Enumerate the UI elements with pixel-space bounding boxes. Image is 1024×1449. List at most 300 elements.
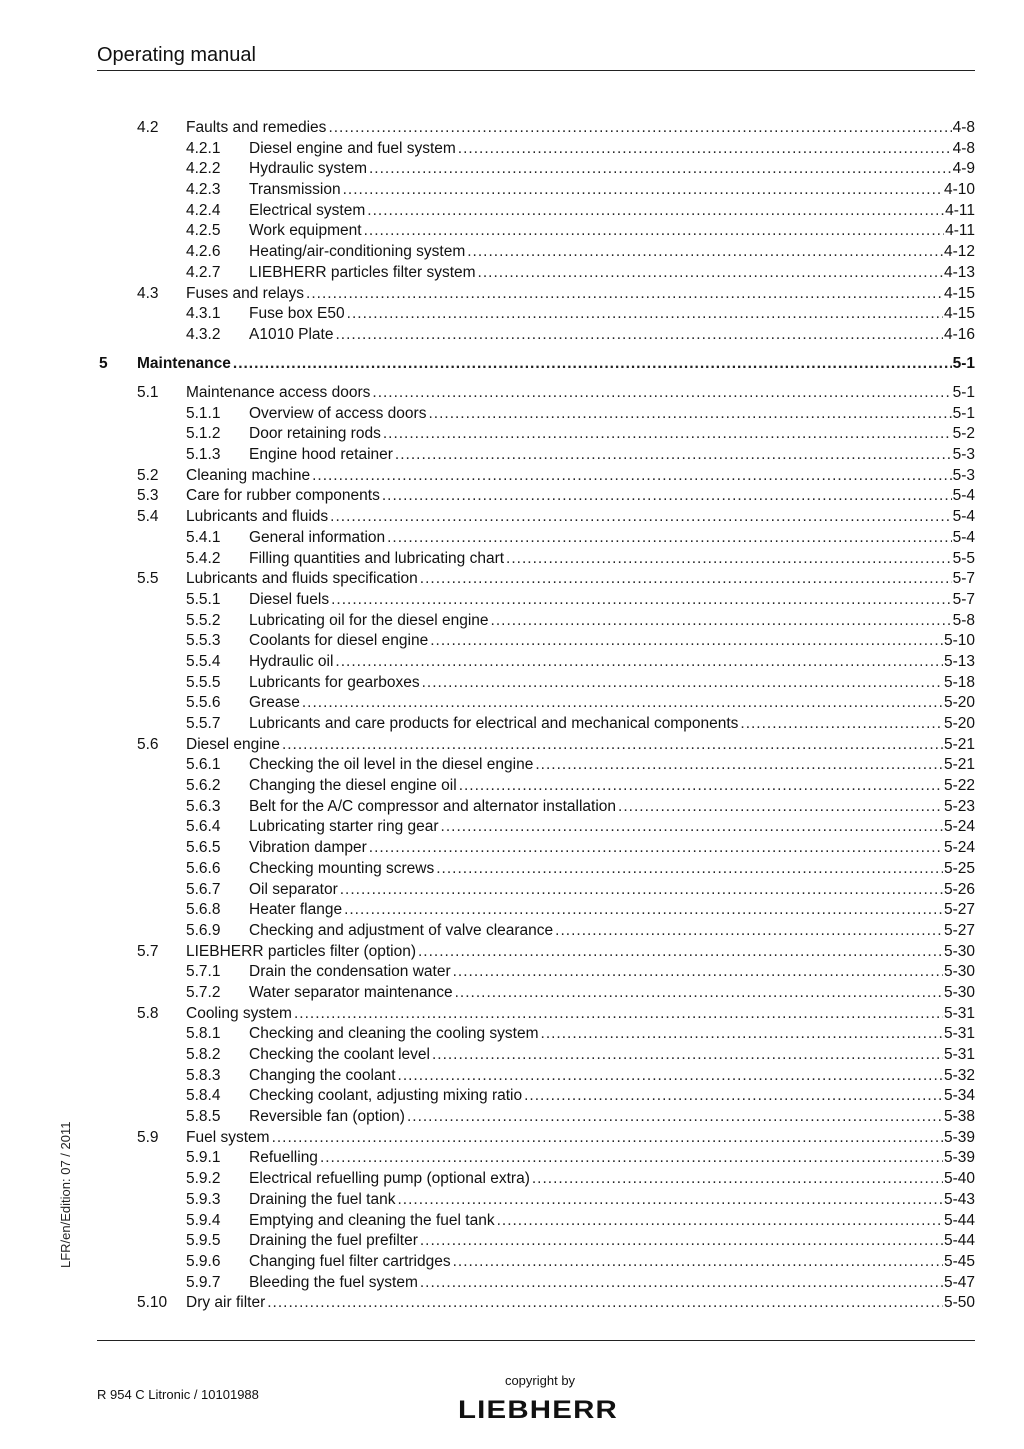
toc-entry-line bbox=[186, 284, 975, 305]
toc-dot-leader bbox=[331, 590, 951, 611]
toc-page-number: 5-31 bbox=[943, 1025, 975, 1043]
table-of-contents bbox=[97, 118, 975, 1314]
toc-page-number: 4-9 bbox=[952, 160, 975, 178]
toc-section-title: Cooling system bbox=[186, 1004, 292, 1022]
toc-entry-line bbox=[249, 1148, 975, 1169]
toc-entry-row[interactable] bbox=[97, 631, 975, 652]
toc-section-title: Heater flange bbox=[249, 901, 343, 919]
toc-dot-leader bbox=[497, 1211, 943, 1232]
toc-section-title: Dry air filter bbox=[186, 1294, 266, 1312]
toc-dot-leader bbox=[436, 859, 943, 880]
toc-entry-line bbox=[186, 942, 975, 963]
toc-section-number: 5.8.3 bbox=[186, 1066, 221, 1084]
toc-page-number: 5-45 bbox=[943, 1252, 975, 1270]
toc-dot-leader bbox=[418, 942, 943, 963]
toc-section-title: Bleeding the fuel system bbox=[249, 1273, 418, 1291]
toc-entry-row[interactable] bbox=[97, 424, 975, 445]
toc-dot-leader bbox=[267, 1293, 943, 1314]
toc-entry-row[interactable] bbox=[97, 139, 975, 160]
toc-section-number: 5.5.4 bbox=[186, 652, 221, 670]
toc-section-number: 4.3.1 bbox=[186, 305, 221, 323]
toc-entry-row[interactable] bbox=[97, 507, 975, 528]
toc-entry-row[interactable] bbox=[97, 942, 975, 963]
toc-section-number: 5.6.4 bbox=[186, 818, 221, 836]
toc-section-number: 5.8.5 bbox=[186, 1108, 221, 1126]
toc-section-number: 5.7 bbox=[137, 942, 159, 960]
toc-page-number: 5-8 bbox=[952, 611, 975, 629]
toc-entry-row[interactable] bbox=[97, 1066, 975, 1087]
toc-entry-line bbox=[249, 1211, 975, 1232]
toc-entry-line bbox=[249, 1107, 975, 1128]
toc-section-title: Draining the fuel tank bbox=[249, 1190, 396, 1208]
toc-entry-row[interactable] bbox=[97, 673, 975, 694]
toc-page-number: 5-22 bbox=[943, 777, 975, 795]
toc-dot-leader bbox=[302, 693, 943, 714]
toc-page-number: 4-11 bbox=[945, 222, 975, 240]
toc-dot-leader bbox=[343, 180, 943, 201]
toc-dot-leader bbox=[364, 221, 945, 242]
toc-section-number: 5.6.7 bbox=[186, 880, 221, 898]
toc-section-title: Checking the oil level in the diesel engine bbox=[249, 756, 534, 774]
toc-entry-row[interactable] bbox=[97, 962, 975, 983]
toc-entry-line bbox=[249, 159, 975, 180]
toc-section-title: Lubricants for gearboxes bbox=[249, 673, 420, 691]
toc-page-number: 5-31 bbox=[943, 1046, 975, 1064]
toc-entry-row[interactable] bbox=[97, 263, 975, 284]
toc-page-number: 5-24 bbox=[943, 818, 975, 836]
toc-section-number: 5.5.5 bbox=[186, 673, 221, 691]
toc-page-number: 5-24 bbox=[943, 839, 975, 857]
toc-section-title: LIEBHERR particles filter (option) bbox=[186, 942, 416, 960]
toc-section-number: 5.7.2 bbox=[186, 983, 221, 1001]
toc-entry-line bbox=[249, 528, 975, 549]
toc-entry-line bbox=[249, 983, 975, 1004]
toc-section-title: Care for rubber components bbox=[186, 487, 380, 505]
toc-entry-line bbox=[249, 1252, 975, 1273]
toc-section-title: Fuse box E50 bbox=[249, 305, 345, 323]
toc-page-number: 5-31 bbox=[943, 1004, 975, 1022]
toc-entry-line bbox=[249, 1045, 975, 1066]
toc-dot-leader bbox=[441, 817, 943, 838]
toc-section-number: 5.5 bbox=[137, 570, 159, 588]
toc-section-number: 5.6.1 bbox=[186, 756, 221, 774]
toc-dot-leader bbox=[618, 797, 943, 818]
toc-entry-line bbox=[249, 325, 975, 346]
toc-page-number: 5-23 bbox=[943, 797, 975, 815]
toc-section-number: 5.9 bbox=[137, 1128, 159, 1146]
toc-entry-row[interactable] bbox=[97, 1293, 975, 1314]
toc-entry-line bbox=[249, 921, 975, 942]
toc-dot-leader bbox=[387, 528, 951, 549]
toc-section-title: Checking the coolant level bbox=[249, 1046, 430, 1064]
toc-dot-leader bbox=[430, 631, 943, 652]
toc-entry-line bbox=[186, 118, 975, 139]
toc-dot-leader bbox=[432, 1045, 943, 1066]
toc-section-title: Lubricants and fluids specification bbox=[186, 570, 418, 588]
toc-section-number: 5.6 bbox=[137, 735, 159, 753]
toc-page-number: 5-34 bbox=[943, 1087, 975, 1105]
toc-dot-leader bbox=[395, 445, 952, 466]
toc-section-number: 5.8 bbox=[137, 1004, 159, 1022]
toc-section-title: Fuel system bbox=[186, 1128, 270, 1146]
toc-entry-line bbox=[249, 139, 975, 160]
toc-page-number: 4-15 bbox=[943, 284, 975, 302]
toc-entry-line bbox=[249, 1169, 975, 1190]
toc-entry-row[interactable] bbox=[97, 900, 975, 921]
toc-section-number: 5.9.6 bbox=[186, 1252, 221, 1270]
toc-section-title: Emptying and cleaning the fuel tank bbox=[249, 1211, 495, 1229]
toc-section-title: Hydraulic system bbox=[249, 160, 367, 178]
toc-page-number: 5-50 bbox=[943, 1294, 975, 1312]
document-id: R 954 C Litronic / 10101988 bbox=[97, 1387, 259, 1402]
toc-section-title: Work equipment bbox=[249, 222, 362, 240]
toc-entry-row[interactable] bbox=[97, 714, 975, 735]
toc-section-number: 5.6.6 bbox=[186, 859, 221, 877]
toc-entry-line bbox=[186, 569, 975, 590]
toc-chapter-row[interactable] bbox=[97, 354, 975, 375]
toc-section-title: Maintenance access doors bbox=[186, 384, 371, 402]
toc-section-title: Lubricants and care products for electrical and mechanical components bbox=[249, 715, 739, 733]
toc-entry-line bbox=[186, 735, 975, 756]
toc-dot-leader bbox=[294, 1004, 943, 1025]
toc-section-number: 4.2.7 bbox=[186, 263, 221, 281]
toc-page-number: 4-15 bbox=[943, 305, 975, 323]
toc-entry-line bbox=[186, 507, 975, 528]
toc-entry-row[interactable] bbox=[97, 466, 975, 487]
toc-entry-row[interactable] bbox=[97, 797, 975, 818]
toc-section-title: Drain the condensation water bbox=[249, 963, 451, 981]
toc-dot-leader bbox=[422, 673, 943, 694]
toc-dot-leader bbox=[369, 159, 952, 180]
toc-section-title: Heating/air-conditioning system bbox=[249, 243, 466, 261]
toc-dot-leader bbox=[320, 1148, 943, 1169]
toc-entry-line bbox=[249, 424, 975, 445]
toc-entry-line bbox=[249, 880, 975, 901]
toc-section-number: 5.6.8 bbox=[186, 901, 221, 919]
toc-section-number: 5.3 bbox=[137, 487, 159, 505]
toc-page-number: 5-30 bbox=[943, 983, 975, 1001]
toc-page-number: 5-3 bbox=[952, 446, 975, 464]
toc-dot-leader bbox=[372, 383, 951, 404]
toc-entry-row[interactable] bbox=[97, 983, 975, 1004]
toc-section-title: Changing the diesel engine oil bbox=[249, 777, 457, 795]
page-title: Operating manual bbox=[97, 44, 256, 66]
toc-section-number: 5.8.1 bbox=[186, 1025, 221, 1043]
toc-section-number: 5.9.1 bbox=[186, 1149, 221, 1167]
toc-section-title: Hydraulic oil bbox=[249, 652, 334, 670]
toc-entry-row[interactable] bbox=[97, 1231, 975, 1252]
toc-dot-leader bbox=[541, 1024, 943, 1045]
toc-entry-line bbox=[249, 242, 975, 263]
toc-section-number: 5.5.1 bbox=[186, 590, 221, 608]
toc-entry-line bbox=[249, 1086, 975, 1107]
toc-section-number: 5.1 bbox=[137, 384, 159, 402]
toc-entry-row[interactable] bbox=[97, 242, 975, 263]
toc-entry-row[interactable] bbox=[97, 549, 975, 570]
toc-page-number: 5-32 bbox=[943, 1066, 975, 1084]
toc-section-number: 5.7.1 bbox=[186, 963, 221, 981]
toc-section-title: Lubricating oil for the diesel engine bbox=[249, 611, 489, 629]
toc-section-title: Refuelling bbox=[249, 1149, 318, 1167]
toc-section-title: Checking mounting screws bbox=[249, 859, 435, 877]
toc-entry-row[interactable] bbox=[97, 180, 975, 201]
toc-entry-row[interactable] bbox=[97, 221, 975, 242]
toc-entry-line bbox=[137, 354, 975, 375]
toc-section-number: 5.9.2 bbox=[186, 1170, 221, 1188]
toc-entry-row[interactable] bbox=[97, 590, 975, 611]
toc-entry-line bbox=[249, 201, 975, 222]
toc-page-number: 5-1 bbox=[952, 384, 975, 402]
toc-entry-row[interactable] bbox=[97, 1273, 975, 1294]
toc-entry-line bbox=[249, 1190, 975, 1211]
toc-entry-line bbox=[249, 549, 975, 570]
toc-section-title: Water separator maintenance bbox=[249, 983, 453, 1001]
toc-entry-row[interactable] bbox=[97, 1211, 975, 1232]
toc-entry-row[interactable] bbox=[97, 486, 975, 507]
toc-page-number: 5-13 bbox=[943, 652, 975, 670]
toc-entry-row[interactable] bbox=[97, 201, 975, 222]
toc-section-title: Vibration damper bbox=[249, 839, 367, 857]
toc-entry-line bbox=[249, 797, 975, 818]
toc-section-number: 5.9.5 bbox=[186, 1232, 221, 1250]
toc-page-number: 5-21 bbox=[943, 756, 975, 774]
toc-section-title: Transmission bbox=[249, 181, 341, 199]
toc-section-number: 5.9.7 bbox=[186, 1273, 221, 1291]
toc-entry-row[interactable] bbox=[97, 1086, 975, 1107]
toc-entry-row[interactable] bbox=[97, 921, 975, 942]
toc-section-number: 5.9.3 bbox=[186, 1190, 221, 1208]
toc-page-number: 4-16 bbox=[943, 325, 975, 343]
toc-entry-line bbox=[249, 693, 975, 714]
toc-dot-leader bbox=[382, 486, 952, 507]
toc-entry-row[interactable] bbox=[97, 383, 975, 404]
toc-dot-leader bbox=[282, 735, 943, 756]
toc-page-number: 5-27 bbox=[943, 921, 975, 939]
toc-entry-line bbox=[186, 1293, 975, 1314]
toc-entry-row[interactable] bbox=[97, 693, 975, 714]
toc-entry-row[interactable] bbox=[97, 159, 975, 180]
toc-section-title: Cleaning machine bbox=[186, 466, 311, 484]
toc-dot-leader bbox=[420, 569, 952, 590]
toc-entry-line bbox=[249, 755, 975, 776]
toc-section-number: 4.2.2 bbox=[186, 160, 221, 178]
toc-page-number: 5-44 bbox=[943, 1232, 975, 1250]
toc-entry-row[interactable] bbox=[97, 1190, 975, 1211]
toc-entry-row[interactable] bbox=[97, 304, 975, 325]
toc-dot-leader bbox=[330, 507, 951, 528]
toc-entry-line bbox=[249, 673, 975, 694]
toc-entry-row[interactable] bbox=[97, 528, 975, 549]
toc-page-number: 4-8 bbox=[952, 139, 975, 157]
toc-page-number: 5-30 bbox=[943, 942, 975, 960]
toc-section-title: Electrical refuelling pump (optional extra) bbox=[249, 1170, 530, 1188]
toc-section-number: 5.6.3 bbox=[186, 797, 221, 815]
toc-page-number: 5-10 bbox=[943, 632, 975, 650]
toc-dot-leader bbox=[328, 118, 951, 139]
toc-entry-row[interactable] bbox=[97, 880, 975, 901]
toc-dot-leader bbox=[306, 284, 943, 305]
toc-section-title: Overview of access doors bbox=[249, 404, 427, 422]
toc-page-number: 5-38 bbox=[943, 1108, 975, 1126]
toc-section-number: 5 bbox=[99, 355, 108, 373]
toc-section-number: 5.1.3 bbox=[186, 446, 221, 464]
edition-note: LFR/en/Edition: 07 / 2011 bbox=[58, 1121, 73, 1268]
toc-entry-row[interactable] bbox=[97, 118, 975, 139]
toc-entry-row[interactable] bbox=[97, 1169, 975, 1190]
toc-section-title: Coolants for diesel engine bbox=[249, 632, 429, 650]
toc-entry-line bbox=[249, 900, 975, 921]
toc-dot-leader bbox=[398, 1066, 943, 1087]
toc-dot-leader bbox=[407, 1107, 943, 1128]
toc-dot-leader bbox=[369, 838, 943, 859]
toc-dot-leader bbox=[420, 1231, 943, 1252]
toc-page-number: 5-20 bbox=[943, 694, 975, 712]
toc-entry-row[interactable] bbox=[97, 652, 975, 673]
toc-entry-row[interactable] bbox=[97, 1045, 975, 1066]
toc-entry-row[interactable] bbox=[97, 1148, 975, 1169]
toc-section-title: Filling quantities and lubricating chart bbox=[249, 549, 505, 567]
toc-section-title: A1010 Plate bbox=[249, 325, 334, 343]
toc-section-number: 5.4.1 bbox=[186, 528, 221, 546]
toc-dot-leader bbox=[397, 1190, 942, 1211]
toc-page-number: 5-1 bbox=[952, 355, 975, 373]
toc-dot-leader bbox=[367, 201, 944, 222]
toc-section-number: 5.6.5 bbox=[186, 839, 221, 857]
toc-entry-line bbox=[249, 652, 975, 673]
toc-entry-row[interactable] bbox=[97, 1252, 975, 1273]
toc-entry-row[interactable] bbox=[97, 284, 975, 305]
toc-dot-leader bbox=[478, 263, 943, 284]
toc-entry-line bbox=[186, 486, 975, 507]
toc-section-number: 4.2.1 bbox=[186, 139, 221, 157]
toc-page-number: 4-12 bbox=[943, 243, 975, 261]
toc-entry-line bbox=[249, 611, 975, 632]
toc-page-number: 5-25 bbox=[943, 859, 975, 877]
toc-page-number: 5-4 bbox=[952, 487, 975, 505]
toc-entry-line bbox=[249, 631, 975, 652]
toc-entry-row[interactable] bbox=[97, 755, 975, 776]
toc-section-number: 5.5.7 bbox=[186, 715, 221, 733]
toc-section-number: 4.3 bbox=[137, 284, 159, 302]
toc-section-number: 5.4.2 bbox=[186, 549, 221, 567]
toc-section-title: Oil separator bbox=[249, 880, 338, 898]
toc-page-number: 5-39 bbox=[943, 1149, 975, 1167]
toc-section-title: Checking and cleaning the cooling system bbox=[249, 1025, 539, 1043]
toc-entry-line bbox=[249, 1024, 975, 1045]
page-header bbox=[97, 42, 975, 71]
toc-section-number: 4.2.6 bbox=[186, 243, 221, 261]
toc-dot-leader bbox=[459, 776, 943, 797]
toc-entry-line bbox=[186, 1128, 975, 1149]
toc-entry-row[interactable] bbox=[97, 817, 975, 838]
toc-entry-line bbox=[249, 404, 975, 425]
toc-entry-row[interactable] bbox=[97, 1004, 975, 1025]
toc-dot-leader bbox=[335, 652, 943, 673]
toc-entry-row[interactable] bbox=[97, 569, 975, 590]
toc-entry-line bbox=[249, 1273, 975, 1294]
toc-entry-line bbox=[249, 180, 975, 201]
toc-section-number: 5.6.9 bbox=[186, 921, 221, 939]
toc-section-number: 5.8.2 bbox=[186, 1046, 221, 1064]
toc-entry-line bbox=[186, 383, 975, 404]
toc-entry-line bbox=[249, 445, 975, 466]
toc-dot-leader bbox=[524, 1086, 943, 1107]
toc-section-title: General information bbox=[249, 528, 386, 546]
toc-section-number: 4.2.3 bbox=[186, 181, 221, 199]
toc-section-number: 5.1.2 bbox=[186, 425, 221, 443]
toc-entry-row[interactable] bbox=[97, 735, 975, 756]
toc-section-title: Reversible fan (option) bbox=[249, 1108, 405, 1126]
toc-dot-leader bbox=[555, 921, 943, 942]
toc-dot-leader bbox=[347, 304, 943, 325]
toc-section-title: Fuses and relays bbox=[186, 284, 305, 302]
toc-section-title: Maintenance bbox=[137, 355, 231, 373]
toc-section-title: Engine hood retainer bbox=[249, 446, 393, 464]
toc-section-title: Lubricants and fluids bbox=[186, 508, 329, 526]
toc-section-number: 5.2 bbox=[137, 466, 159, 484]
toc-entry-row[interactable] bbox=[97, 1128, 975, 1149]
toc-entry-row[interactable] bbox=[97, 776, 975, 797]
toc-dot-leader bbox=[506, 549, 952, 570]
toc-section-title: Draining the fuel prefilter bbox=[249, 1232, 418, 1250]
toc-dot-leader bbox=[344, 900, 943, 921]
toc-section-number: 5.8.4 bbox=[186, 1087, 221, 1105]
toc-entry-line bbox=[249, 304, 975, 325]
toc-page-number: 4-8 bbox=[952, 119, 975, 136]
toc-entry-row[interactable] bbox=[97, 325, 975, 346]
toc-section-title: Faults and remedies bbox=[186, 119, 327, 136]
toc-section-title: Lubricating starter ring gear bbox=[249, 818, 439, 836]
toc-page-number: 5-40 bbox=[943, 1170, 975, 1188]
toc-section-title: Changing fuel filter cartridges bbox=[249, 1252, 451, 1270]
toc-entry-line bbox=[186, 1004, 975, 1025]
toc-entry-row[interactable] bbox=[97, 859, 975, 880]
toc-entry-line bbox=[249, 1231, 975, 1252]
toc-dot-leader bbox=[453, 1252, 943, 1273]
toc-entry-line bbox=[249, 859, 975, 880]
toc-page-number: 5-47 bbox=[943, 1273, 975, 1291]
toc-entry-row[interactable] bbox=[97, 1107, 975, 1128]
toc-entry-row[interactable] bbox=[97, 445, 975, 466]
toc-section-number: 5.5.2 bbox=[186, 611, 221, 629]
toc-page-number: 5-26 bbox=[943, 880, 975, 898]
liebherr-logo-text: LIEBHERR bbox=[458, 1397, 618, 1421]
toc-section-title: Electrical system bbox=[249, 201, 366, 219]
toc-page-number: 5-7 bbox=[952, 570, 975, 588]
toc-section-number: 5.5.6 bbox=[186, 694, 221, 712]
toc-page-number: 5-21 bbox=[943, 735, 975, 753]
toc-dot-leader bbox=[740, 714, 943, 735]
toc-entry-row[interactable] bbox=[97, 611, 975, 632]
toc-page-number: 5-43 bbox=[943, 1190, 975, 1208]
toc-dot-leader bbox=[455, 983, 943, 1004]
toc-section-title: Checking coolant, adjusting mixing ratio bbox=[249, 1087, 523, 1105]
toc-page-number: 5-2 bbox=[952, 425, 975, 443]
toc-section-number: 5.9.4 bbox=[186, 1211, 221, 1229]
toc-section-number: 4.2.5 bbox=[186, 222, 221, 240]
toc-page-number: 4-11 bbox=[945, 201, 975, 219]
toc-section-title: Door retaining rods bbox=[249, 425, 381, 443]
toc-entry-row[interactable] bbox=[97, 838, 975, 859]
toc-section-title: Grease bbox=[249, 694, 300, 712]
toc-section-number: 4.3.2 bbox=[186, 325, 221, 343]
toc-page-number: 5-5 bbox=[952, 549, 975, 567]
toc-section-title: Changing the coolant bbox=[249, 1066, 396, 1084]
toc-section-title: Belt for the A/C compressor and alternator installation bbox=[249, 797, 617, 815]
toc-entry-row[interactable] bbox=[97, 404, 975, 425]
toc-page-number: 5-39 bbox=[943, 1128, 975, 1146]
toc-entry-row[interactable] bbox=[97, 1024, 975, 1045]
